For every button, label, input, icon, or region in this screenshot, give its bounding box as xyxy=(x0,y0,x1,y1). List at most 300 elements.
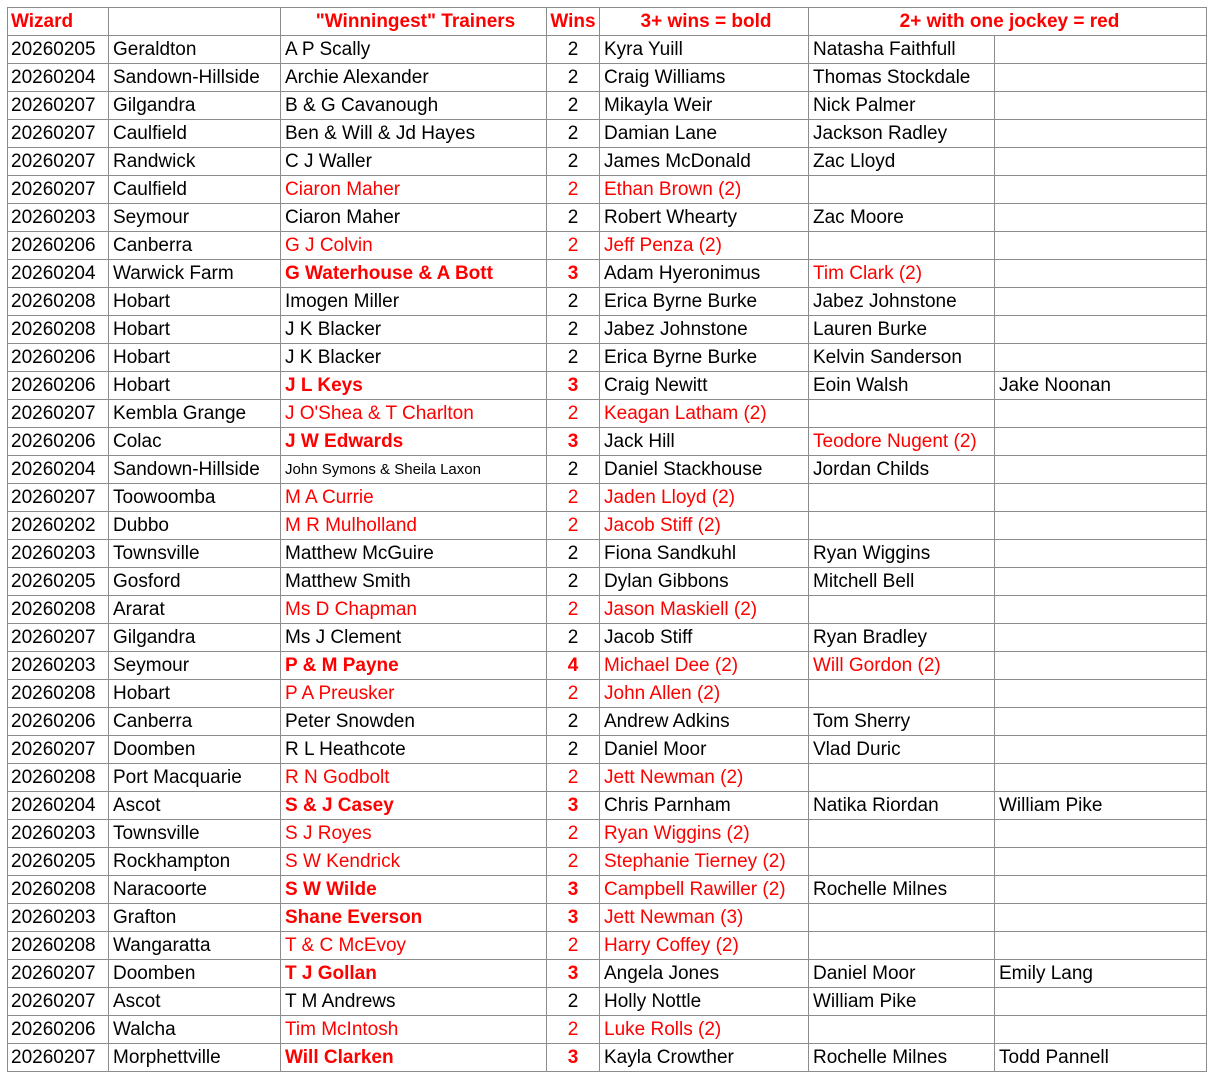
wins-cell: 2 xyxy=(547,568,600,596)
table-row xyxy=(8,960,1207,988)
table-row xyxy=(8,288,1207,316)
trainer-cell: J O'Shea & T Charlton xyxy=(281,400,547,428)
venue-cell: Sandown-Hillside xyxy=(109,64,281,92)
jockey-3-cell xyxy=(995,232,1207,260)
wins-cell: 2 xyxy=(547,820,600,848)
jockey-1-cell: Robert Whearty xyxy=(600,204,809,232)
jockey-2-cell: Daniel Moor xyxy=(809,960,995,988)
jockey-2-cell xyxy=(809,512,995,540)
trainer-cell: S W Wilde xyxy=(281,876,547,904)
header-row xyxy=(8,8,1207,36)
jockey-1-cell: Kyra Yuill xyxy=(600,36,809,64)
wins-cell: 3 xyxy=(547,904,600,932)
header-venue xyxy=(109,8,281,36)
jockey-1-cell: Ryan Wiggins (2) xyxy=(600,820,809,848)
header-rule-bold: 3+ wins = bold xyxy=(600,8,809,36)
date-cell: 20260207 xyxy=(8,120,109,148)
trainer-cell: Matthew Smith xyxy=(281,568,547,596)
jockey-1-cell: James McDonald xyxy=(600,148,809,176)
table-row xyxy=(8,176,1207,204)
date-cell: 20260204 xyxy=(8,260,109,288)
jockey-3-cell xyxy=(995,540,1207,568)
date-cell: 20260203 xyxy=(8,904,109,932)
jockey-2-cell: Jabez Johnstone xyxy=(809,288,995,316)
jockey-2-cell: William Pike xyxy=(809,988,995,1016)
jockey-1-cell: Holly Nottle xyxy=(600,988,809,1016)
table-row xyxy=(8,428,1207,456)
wins-cell: 2 xyxy=(547,764,600,792)
trainer-cell: C J Waller xyxy=(281,148,547,176)
wins-cell: 2 xyxy=(547,316,600,344)
wins-cell: 2 xyxy=(547,120,600,148)
venue-cell: Doomben xyxy=(109,960,281,988)
wins-cell: 3 xyxy=(547,260,600,288)
jockey-3-cell xyxy=(995,596,1207,624)
jockey-3-cell xyxy=(995,1016,1207,1044)
header-wins: Wins xyxy=(547,8,600,36)
trainer-cell: R L Heathcote xyxy=(281,736,547,764)
wins-cell: 2 xyxy=(547,848,600,876)
jockey-3-cell xyxy=(995,204,1207,232)
jockey-3-cell xyxy=(995,260,1207,288)
jockey-1-cell: Adam Hyeronimus xyxy=(600,260,809,288)
venue-cell: Hobart xyxy=(109,344,281,372)
trainer-cell: Ciaron Maher xyxy=(281,176,547,204)
jockey-2-cell xyxy=(809,848,995,876)
date-cell: 20260208 xyxy=(8,596,109,624)
jockey-3-cell xyxy=(995,820,1207,848)
jockey-1-cell: Harry Coffey (2) xyxy=(600,932,809,960)
table-row xyxy=(8,708,1207,736)
jockey-2-cell xyxy=(809,820,995,848)
venue-cell: Gilgandra xyxy=(109,624,281,652)
wins-cell: 2 xyxy=(547,512,600,540)
table-row xyxy=(8,624,1207,652)
table-row xyxy=(8,568,1207,596)
table-row xyxy=(8,36,1207,64)
jockey-3-cell: Emily Lang xyxy=(995,960,1207,988)
table-row xyxy=(8,540,1207,568)
jockey-1-cell: Chris Parnham xyxy=(600,792,809,820)
venue-cell: Townsville xyxy=(109,540,281,568)
jockey-2-cell xyxy=(809,764,995,792)
table-row xyxy=(8,680,1207,708)
date-cell: 20260205 xyxy=(8,568,109,596)
venue-cell: Hobart xyxy=(109,316,281,344)
date-cell: 20260206 xyxy=(8,708,109,736)
jockey-3-cell xyxy=(995,288,1207,316)
date-cell: 20260208 xyxy=(8,316,109,344)
trainer-cell: Shane Everson xyxy=(281,904,547,932)
trainer-cell: Ben & Will & Jd Hayes xyxy=(281,120,547,148)
trainer-cell: Imogen Miller xyxy=(281,288,547,316)
date-cell: 20260207 xyxy=(8,176,109,204)
wins-cell: 2 xyxy=(547,680,600,708)
venue-cell: Walcha xyxy=(109,1016,281,1044)
date-cell: 20260203 xyxy=(8,652,109,680)
wins-cell: 3 xyxy=(547,372,600,400)
jockey-1-cell: Erica Byrne Burke xyxy=(600,344,809,372)
jockey-1-cell: Luke Rolls (2) xyxy=(600,1016,809,1044)
jockey-2-cell xyxy=(809,232,995,260)
venue-cell: Hobart xyxy=(109,372,281,400)
trainer-cell: Peter Snowden xyxy=(281,708,547,736)
trainer-cell: P & M Payne xyxy=(281,652,547,680)
wins-cell: 2 xyxy=(547,708,600,736)
table-row xyxy=(8,736,1207,764)
date-cell: 20260207 xyxy=(8,92,109,120)
jockey-1-cell: Craig Newitt xyxy=(600,372,809,400)
table-row xyxy=(8,232,1207,260)
jockey-3-cell xyxy=(995,456,1207,484)
jockey-2-cell xyxy=(809,1016,995,1044)
trainer-cell: J L Keys xyxy=(281,372,547,400)
jockey-2-cell: Will Gordon (2) xyxy=(809,652,995,680)
jockey-2-cell xyxy=(809,176,995,204)
jockey-3-cell xyxy=(995,92,1207,120)
date-cell: 20260204 xyxy=(8,792,109,820)
venue-cell: Randwick xyxy=(109,148,281,176)
table-row xyxy=(8,120,1207,148)
jockey-1-cell: Angela Jones xyxy=(600,960,809,988)
date-cell: 20260207 xyxy=(8,148,109,176)
venue-cell: Geraldton xyxy=(109,36,281,64)
trainer-cell: Ms J Clement xyxy=(281,624,547,652)
jockey-2-cell: Lauren Burke xyxy=(809,316,995,344)
jockey-3-cell: Todd Pannell xyxy=(995,1044,1207,1072)
table-row xyxy=(8,792,1207,820)
wins-cell: 2 xyxy=(547,148,600,176)
date-cell: 20260204 xyxy=(8,456,109,484)
jockey-1-cell: Dylan Gibbons xyxy=(600,568,809,596)
jockey-2-cell: Zac Lloyd xyxy=(809,148,995,176)
jockey-1-cell: Jack Hill xyxy=(600,428,809,456)
jockey-1-cell: Jacob Stiff xyxy=(600,624,809,652)
trainer-cell: T & C McEvoy xyxy=(281,932,547,960)
date-cell: 20260206 xyxy=(8,344,109,372)
jockey-2-cell: Ryan Bradley xyxy=(809,624,995,652)
venue-cell: Hobart xyxy=(109,680,281,708)
jockey-3-cell xyxy=(995,148,1207,176)
venue-cell: Ascot xyxy=(109,988,281,1016)
jockey-3-cell xyxy=(995,36,1207,64)
wins-cell: 3 xyxy=(547,428,600,456)
trainer-cell: John Symons & Sheila Laxon xyxy=(281,456,547,484)
trainer-cell: S J Royes xyxy=(281,820,547,848)
date-cell: 20260207 xyxy=(8,400,109,428)
jockey-2-cell: Tim Clark (2) xyxy=(809,260,995,288)
jockey-1-cell: Campbell Rawiller (2) xyxy=(600,876,809,904)
jockey-1-cell: John Allen (2) xyxy=(600,680,809,708)
jockey-1-cell: Fiona Sandkuhl xyxy=(600,540,809,568)
jockey-2-cell: Teodore Nugent (2) xyxy=(809,428,995,456)
jockey-2-cell xyxy=(809,596,995,624)
trainer-cell: T J Gollan xyxy=(281,960,547,988)
jockey-3-cell xyxy=(995,344,1207,372)
jockey-2-cell: Natasha Faithfull xyxy=(809,36,995,64)
jockey-2-cell xyxy=(809,904,995,932)
table-row xyxy=(8,652,1207,680)
trainer-cell: Will Clarken xyxy=(281,1044,547,1072)
table-row xyxy=(8,1044,1207,1072)
table-row xyxy=(8,204,1207,232)
wins-cell: 2 xyxy=(547,456,600,484)
table-row xyxy=(8,820,1207,848)
jockey-3-cell xyxy=(995,484,1207,512)
jockey-2-cell: Mitchell Bell xyxy=(809,568,995,596)
jockey-2-cell: Jackson Radley xyxy=(809,120,995,148)
wins-cell: 2 xyxy=(547,484,600,512)
jockey-3-cell xyxy=(995,876,1207,904)
jockey-3-cell xyxy=(995,736,1207,764)
date-cell: 20260207 xyxy=(8,1044,109,1072)
jockey-2-cell: Kelvin Sanderson xyxy=(809,344,995,372)
trainer-cell: Matthew McGuire xyxy=(281,540,547,568)
date-cell: 20260208 xyxy=(8,932,109,960)
header-trainers: "Winningest" Trainers xyxy=(281,8,547,36)
jockey-1-cell: Erica Byrne Burke xyxy=(600,288,809,316)
jockey-1-cell: Jaden Lloyd (2) xyxy=(600,484,809,512)
venue-cell: Warwick Farm xyxy=(109,260,281,288)
jockey-1-cell: Daniel Stackhouse xyxy=(600,456,809,484)
venue-cell: Sandown-Hillside xyxy=(109,456,281,484)
jockey-3-cell: William Pike xyxy=(995,792,1207,820)
date-cell: 20260205 xyxy=(8,848,109,876)
trainer-cell: B & G Cavanough xyxy=(281,92,547,120)
wins-cell: 2 xyxy=(547,540,600,568)
wins-cell: 2 xyxy=(547,176,600,204)
jockey-3-cell xyxy=(995,400,1207,428)
jockey-1-cell: Craig Williams xyxy=(600,64,809,92)
venue-cell: Wangaratta xyxy=(109,932,281,960)
table-row xyxy=(8,148,1207,176)
jockey-3-cell xyxy=(995,708,1207,736)
wins-cell: 2 xyxy=(547,596,600,624)
wins-cell: 2 xyxy=(547,232,600,260)
date-cell: 20260203 xyxy=(8,540,109,568)
wins-cell: 2 xyxy=(547,932,600,960)
venue-cell: Canberra xyxy=(109,232,281,260)
trainer-cell: Archie Alexander xyxy=(281,64,547,92)
date-cell: 20260206 xyxy=(8,428,109,456)
table-row xyxy=(8,484,1207,512)
table-row xyxy=(8,596,1207,624)
wins-cell: 3 xyxy=(547,792,600,820)
date-cell: 20260203 xyxy=(8,820,109,848)
table-row xyxy=(8,1016,1207,1044)
jockey-1-cell: Jett Newman (2) xyxy=(600,764,809,792)
jockey-2-cell xyxy=(809,680,995,708)
trainer-cell: R N Godbolt xyxy=(281,764,547,792)
wins-cell: 2 xyxy=(547,624,600,652)
venue-cell: Caulfield xyxy=(109,120,281,148)
wins-cell: 3 xyxy=(547,960,600,988)
wins-cell: 2 xyxy=(547,204,600,232)
date-cell: 20260207 xyxy=(8,624,109,652)
jockey-1-cell: Kayla Crowther xyxy=(600,1044,809,1072)
jockey-3-cell xyxy=(995,568,1207,596)
trainer-cell: M A Currie xyxy=(281,484,547,512)
jockey-3-cell xyxy=(995,848,1207,876)
wins-cell: 3 xyxy=(547,876,600,904)
jockey-2-cell: Natika Riordan xyxy=(809,792,995,820)
wins-cell: 2 xyxy=(547,988,600,1016)
trainer-cell: G J Colvin xyxy=(281,232,547,260)
date-cell: 20260206 xyxy=(8,372,109,400)
date-cell: 20260208 xyxy=(8,288,109,316)
venue-cell: Caulfield xyxy=(109,176,281,204)
jockey-3-cell xyxy=(995,988,1207,1016)
jockey-1-cell: Jett Newman (3) xyxy=(600,904,809,932)
date-cell: 20260208 xyxy=(8,680,109,708)
table-row xyxy=(8,456,1207,484)
jockey-2-cell: Tom Sherry xyxy=(809,708,995,736)
jockey-2-cell: Ryan Wiggins xyxy=(809,540,995,568)
header-wizard: Wizard xyxy=(8,8,109,36)
table-row xyxy=(8,904,1207,932)
wins-cell: 2 xyxy=(547,344,600,372)
table-row xyxy=(8,344,1207,372)
jockey-3-cell xyxy=(995,624,1207,652)
venue-cell: Naracoorte xyxy=(109,876,281,904)
jockey-2-cell: Eoin Walsh xyxy=(809,372,995,400)
jockey-1-cell: Michael Dee (2) xyxy=(600,652,809,680)
jockey-3-cell xyxy=(995,764,1207,792)
wins-cell: 2 xyxy=(547,400,600,428)
table-row xyxy=(8,988,1207,1016)
jockey-3-cell xyxy=(995,652,1207,680)
jockey-1-cell: Damian Lane xyxy=(600,120,809,148)
jockey-2-cell: Nick Palmer xyxy=(809,92,995,120)
jockey-3-cell: Jake Noonan xyxy=(995,372,1207,400)
table-row xyxy=(8,848,1207,876)
jockey-2-cell: Rochelle Milnes xyxy=(809,876,995,904)
jockey-3-cell xyxy=(995,904,1207,932)
trainer-cell: T M Andrews xyxy=(281,988,547,1016)
jockey-3-cell xyxy=(995,932,1207,960)
date-cell: 20260208 xyxy=(8,876,109,904)
jockey-3-cell xyxy=(995,64,1207,92)
venue-cell: Morphettville xyxy=(109,1044,281,1072)
jockey-2-cell: Thomas Stockdale xyxy=(809,64,995,92)
wins-cell: 3 xyxy=(547,1044,600,1072)
wins-cell: 4 xyxy=(547,652,600,680)
venue-cell: Rockhampton xyxy=(109,848,281,876)
table-row xyxy=(8,316,1207,344)
venue-cell: Port Macquarie xyxy=(109,764,281,792)
venue-cell: Townsville xyxy=(109,820,281,848)
table-row xyxy=(8,400,1207,428)
header-rule-red: 2+ with one jockey = red xyxy=(809,8,1207,36)
date-cell: 20260205 xyxy=(8,36,109,64)
table-row xyxy=(8,932,1207,960)
jockey-1-cell: Jacob Stiff (2) xyxy=(600,512,809,540)
venue-cell: Seymour xyxy=(109,652,281,680)
trainer-cell: J W Edwards xyxy=(281,428,547,456)
trainer-cell: Tim McIntosh xyxy=(281,1016,547,1044)
trainer-cell: Ciaron Maher xyxy=(281,204,547,232)
venue-cell: Canberra xyxy=(109,708,281,736)
jockey-1-cell: Ethan Brown (2) xyxy=(600,176,809,204)
table-row xyxy=(8,876,1207,904)
venue-cell: Gosford xyxy=(109,568,281,596)
trainer-cell: S & J Casey xyxy=(281,792,547,820)
table-row xyxy=(8,64,1207,92)
wins-cell: 2 xyxy=(547,736,600,764)
jockey-2-cell xyxy=(809,400,995,428)
date-cell: 20260208 xyxy=(8,764,109,792)
trainer-cell: A P Scally xyxy=(281,36,547,64)
venue-cell: Colac xyxy=(109,428,281,456)
date-cell: 20260203 xyxy=(8,204,109,232)
trainer-cell: S W Kendrick xyxy=(281,848,547,876)
jockey-3-cell xyxy=(995,176,1207,204)
table-row xyxy=(8,260,1207,288)
venue-cell: Dubbo xyxy=(109,512,281,540)
date-cell: 20260206 xyxy=(8,1016,109,1044)
trainer-cell: G Waterhouse & A Bott xyxy=(281,260,547,288)
venue-cell: Doomben xyxy=(109,736,281,764)
jockey-3-cell xyxy=(995,428,1207,456)
trainer-cell: J K Blacker xyxy=(281,344,547,372)
trainer-cell: M R Mulholland xyxy=(281,512,547,540)
wins-cell: 2 xyxy=(547,92,600,120)
table-row xyxy=(8,764,1207,792)
jockey-3-cell xyxy=(995,680,1207,708)
venue-cell: Kembla Grange xyxy=(109,400,281,428)
venue-cell: Hobart xyxy=(109,288,281,316)
jockey-2-cell: Vlad Duric xyxy=(809,736,995,764)
jockey-3-cell xyxy=(995,120,1207,148)
date-cell: 20260207 xyxy=(8,484,109,512)
jockey-1-cell: Stephanie Tierney (2) xyxy=(600,848,809,876)
table-row xyxy=(8,512,1207,540)
wins-cell: 2 xyxy=(547,1016,600,1044)
jockey-1-cell: Andrew Adkins xyxy=(600,708,809,736)
wins-cell: 2 xyxy=(547,36,600,64)
venue-cell: Seymour xyxy=(109,204,281,232)
jockey-1-cell: Jeff Penza (2) xyxy=(600,232,809,260)
venue-cell: Gilgandra xyxy=(109,92,281,120)
jockey-1-cell: Keagan Latham (2) xyxy=(600,400,809,428)
date-cell: 20260207 xyxy=(8,960,109,988)
jockey-2-cell: Zac Moore xyxy=(809,204,995,232)
jockey-3-cell xyxy=(995,316,1207,344)
date-cell: 20260206 xyxy=(8,232,109,260)
jockey-2-cell: Jordan Childs xyxy=(809,456,995,484)
wins-cell: 2 xyxy=(547,288,600,316)
venue-cell: Grafton xyxy=(109,904,281,932)
date-cell: 20260207 xyxy=(8,988,109,1016)
jockey-2-cell: Rochelle Milnes xyxy=(809,1044,995,1072)
venue-cell: Ascot xyxy=(109,792,281,820)
jockey-2-cell xyxy=(809,484,995,512)
venue-cell: Toowoomba xyxy=(109,484,281,512)
winningest-trainers-table xyxy=(7,7,1207,1072)
venue-cell: Ararat xyxy=(109,596,281,624)
jockey-3-cell xyxy=(995,512,1207,540)
table-row xyxy=(8,372,1207,400)
date-cell: 20260207 xyxy=(8,736,109,764)
jockey-1-cell: Jason Maskiell (2) xyxy=(600,596,809,624)
jockey-2-cell xyxy=(809,932,995,960)
trainer-cell: J K Blacker xyxy=(281,316,547,344)
jockey-1-cell: Jabez Johnstone xyxy=(600,316,809,344)
trainer-cell: P A Preusker xyxy=(281,680,547,708)
date-cell: 20260202 xyxy=(8,512,109,540)
trainer-cell: Ms D Chapman xyxy=(281,596,547,624)
jockey-1-cell: Mikayla Weir xyxy=(600,92,809,120)
